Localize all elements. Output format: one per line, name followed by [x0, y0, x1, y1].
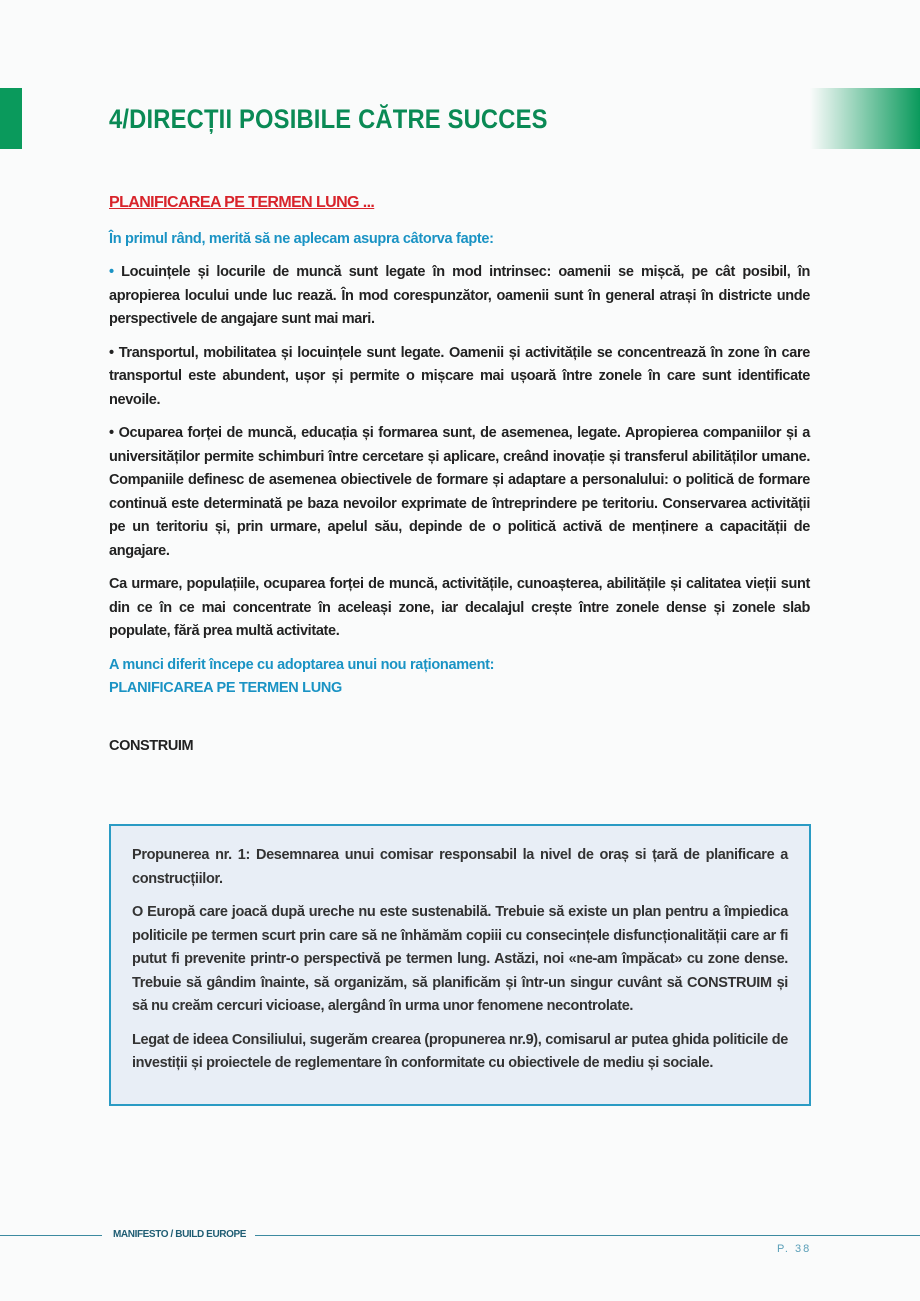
bullet-text: Locuințele și locurile de muncă sunt legate în mod intrinsec: oamenii se mișcă, pe cât posibil, în apropierea locului unde luc rează. În mod corespunzător, oamenii sunt în general atrași în districte unde perspectivele de angajare sunt mai mari. [109, 264, 810, 327]
subheading: CONSTRUIM [109, 737, 194, 754]
bullet-icon: • [109, 425, 114, 441]
right-accent-gradient [810, 88, 920, 149]
left-accent-bar [0, 88, 22, 149]
intro-text: În primul rând, merită să ne aplecam asupra câtorva fapte: [109, 231, 494, 247]
conclusion-paragraph: Ca urmare, populațiile, ocuparea forței de muncă, activitățile, cunoașterea, abilitățile și calitatea vieții sunt din ce în ce mai concentrate în aceleași zone, iar decalajul crește între zonele dense și zonele slab populate, fără prea multă activitate. [109, 576, 810, 639]
bullet-icon: • [109, 264, 114, 280]
box-paragraph: Propunerea nr. 1: Desemnarea unui comisar responsabil la nivel de oraș si țară de planificare a construcțiilor. [132, 847, 788, 887]
page-title: 4/DIRECȚII POSIBILE CĂTRE SUCCES [109, 104, 548, 134]
main-content [109, 194, 810, 754]
bullet-icon: • [109, 344, 114, 361]
bullet-text: Ocuparea forței de muncă, educația și formarea sunt, de asemenea, legate. Apropierea companiilor și a universităților permite schimburi între cercetare și aplicare, creând inovație și transferul abilităților umane. Companiile definesc de asemenea obiectivele de formare și adaptare a personalului: o politică de formare continuă este determinată pe baza nevoilor exprimate de întreprindere pe teritoriu. Conservarea activității pe un teritoriu și, prin urmare, apelul său, depinde de o politică activă de menținere a capacității de angajare. [109, 425, 810, 559]
footer-rule-left [0, 1235, 102, 1236]
callout-line-1: A munci diferit începe cu adoptarea unui nou raționament: [109, 656, 495, 673]
bullet-paragraph [109, 422, 810, 563]
footer-rule-right [255, 1235, 920, 1236]
section-heading: PLANIFICAREA PE TERMEN LUNG ... [109, 194, 375, 211]
bullet-paragraph [109, 261, 810, 332]
footer-label: MANIFESTO / BUILD EUROPE [113, 1229, 247, 1240]
box-paragraph: Legat de ideea Consiliului, sugerăm crearea (propunerea nr.9), comisarul ar putea ghida politicile de investiții și proiectele de reglementare în conformitate cu obiectivele de mediu și sociale. [132, 1031, 788, 1071]
bullet-paragraph [109, 342, 810, 413]
box-paragraph: O Europă care joacă după ureche nu este sustenabilă. Trebuie să existe un plan pentru a împiedica politicile pe termen scurt prin care să ne înhămăm copiii cu consecințele disfuncționalității care ar fi putut fi prevenite printr-o perspectivă pe termen lung. Astăzi, noi «ne-am împăcat» cu zone dense. Trebuie să gândim înainte, să organizăm, să planificăm și într-un singur cuvânt să CONSTRUIM și să nu creăm cercuri vicioase, alergând în urma unor fenomene necontrolate. [132, 904, 788, 1014]
proposal-box [109, 824, 811, 1106]
callout-line-2: PLANIFICAREA PE TERMEN LUNG [109, 679, 343, 696]
page-number: P. 38 [777, 1243, 812, 1255]
bullet-text: Transportul, mobilitatea și locuințele sunt legate. Oamenii și activitățile se concentrează în zone în care transportul este abundent, ușor și permite o mișcare mai ușoară între zonele în care sunt identificate nevoile. [109, 344, 810, 408]
